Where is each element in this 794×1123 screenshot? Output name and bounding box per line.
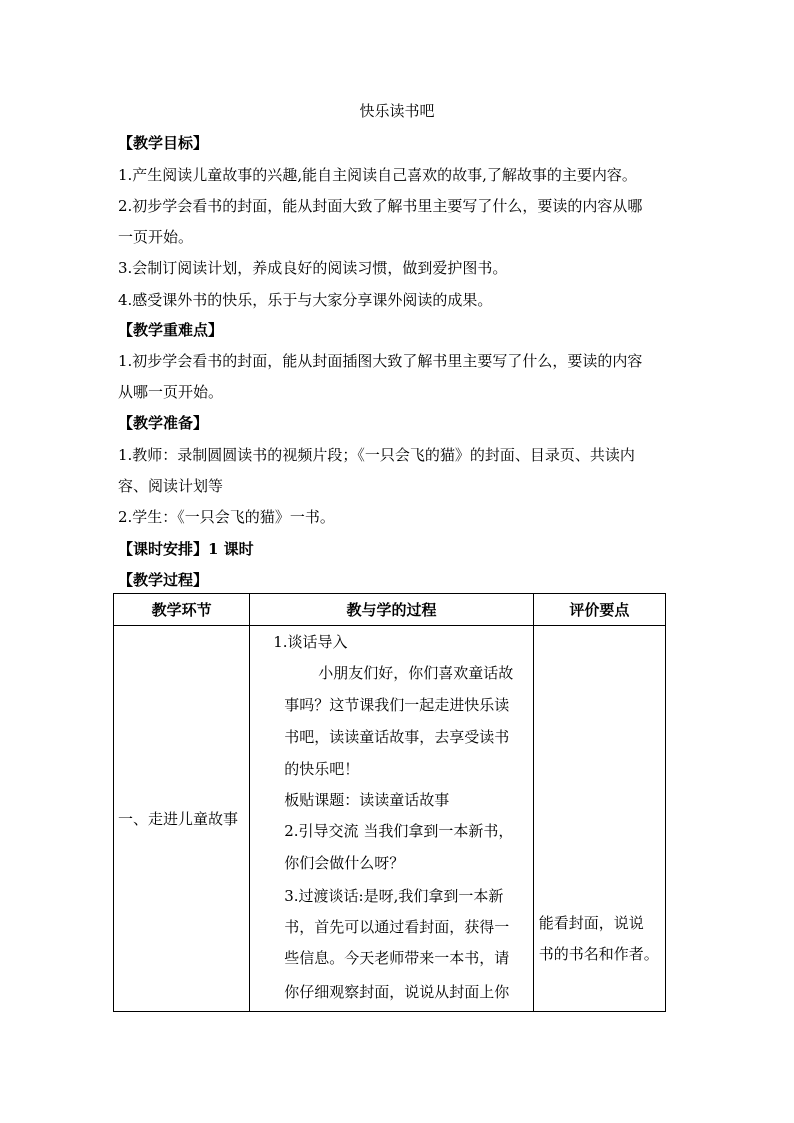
table-row (114, 626, 666, 1012)
process-line: 你们会做什么呀？ (284, 854, 405, 872)
header-process: 教与学的过程 (250, 594, 534, 626)
process-cell (250, 626, 534, 1012)
key-point-item-1: 1.初步学会看书的封面，能从封面插图大致了解书里主要写了什么，要读的内容 (118, 352, 643, 370)
goal-item-2: 2.初步学会看书的封面，能从封面大致了解书里主要写了什么，要读的内容从哪 (118, 197, 643, 215)
process-line: 2.引导交流 当我们拿到一本新书， (284, 822, 514, 840)
process-line: 书，首先可以通过看封面，获得一 (284, 918, 510, 936)
process-line: 3.过渡谈话:是呀,我们拿到一本新 (284, 887, 504, 905)
process-line: 板贴课题：读读童话故事 (284, 791, 450, 809)
stage-cell (114, 626, 250, 1012)
stage-label: 一、走进儿童故事 (118, 810, 239, 828)
key-points-heading: 【教学重难点】 (118, 321, 224, 339)
process-heading: 【教学过程】 (118, 571, 209, 589)
goal-item-3: 3.会制订阅读计划，养成良好的阅读习惯，做到爱护图书。 (118, 259, 508, 277)
evaluation-line: 书的书名和作者。 (538, 945, 659, 963)
key-point-item-1-cont: 从哪一页开始。 (118, 383, 224, 401)
goal-item-1: 1.产生阅读儿童故事的兴趣,能自主阅读自己喜欢的故事,了解故事的主要内容。 (118, 166, 637, 184)
schedule-heading: 【课时安排】1 课时 (118, 540, 254, 558)
preparation-item-1: 1.教师：录制圆圆读书的视频片段；《一只会飞的猫》的封面、目录页、共读内 (118, 446, 635, 464)
header-evaluation: 评价要点 (533, 594, 665, 626)
page-title: 快乐读书吧 (359, 102, 435, 120)
teaching-process-table (113, 593, 666, 1012)
table-header-row (114, 594, 666, 626)
process-line: 些信息。今天老师带来一本书，请 (284, 949, 510, 967)
goal-item-4: 4.感受课外书的快乐，乐于与大家分享课外阅读的成果。 (118, 291, 493, 309)
process-line: 事吗？这节课我们一起走进快乐读 (284, 696, 510, 714)
process-line: 你仔细观察封面，说说从封面上你 (284, 983, 510, 1001)
header-stage: 教学环节 (114, 594, 250, 626)
goal-item-2-cont: 一页开始。 (118, 228, 194, 246)
goals-heading: 【教学目标】 (118, 134, 209, 152)
preparation-heading: 【教学准备】 (118, 414, 209, 432)
evaluation-line: 能看封面，说说 (538, 914, 644, 932)
process-line: 1.谈话导入 (273, 633, 348, 651)
preparation-item-1-cont: 容、阅读计划等 (118, 477, 224, 495)
evaluation-cell (533, 626, 665, 1012)
process-line: 小朋友们好，你们喜欢童话故 (318, 664, 514, 682)
process-line: 书吧，读读童话故事，去享受读书 (284, 728, 510, 746)
process-line: 的快乐吧！ (284, 760, 360, 778)
preparation-item-2: 2.学生：《一只会飞的猫》一书。 (118, 508, 335, 526)
